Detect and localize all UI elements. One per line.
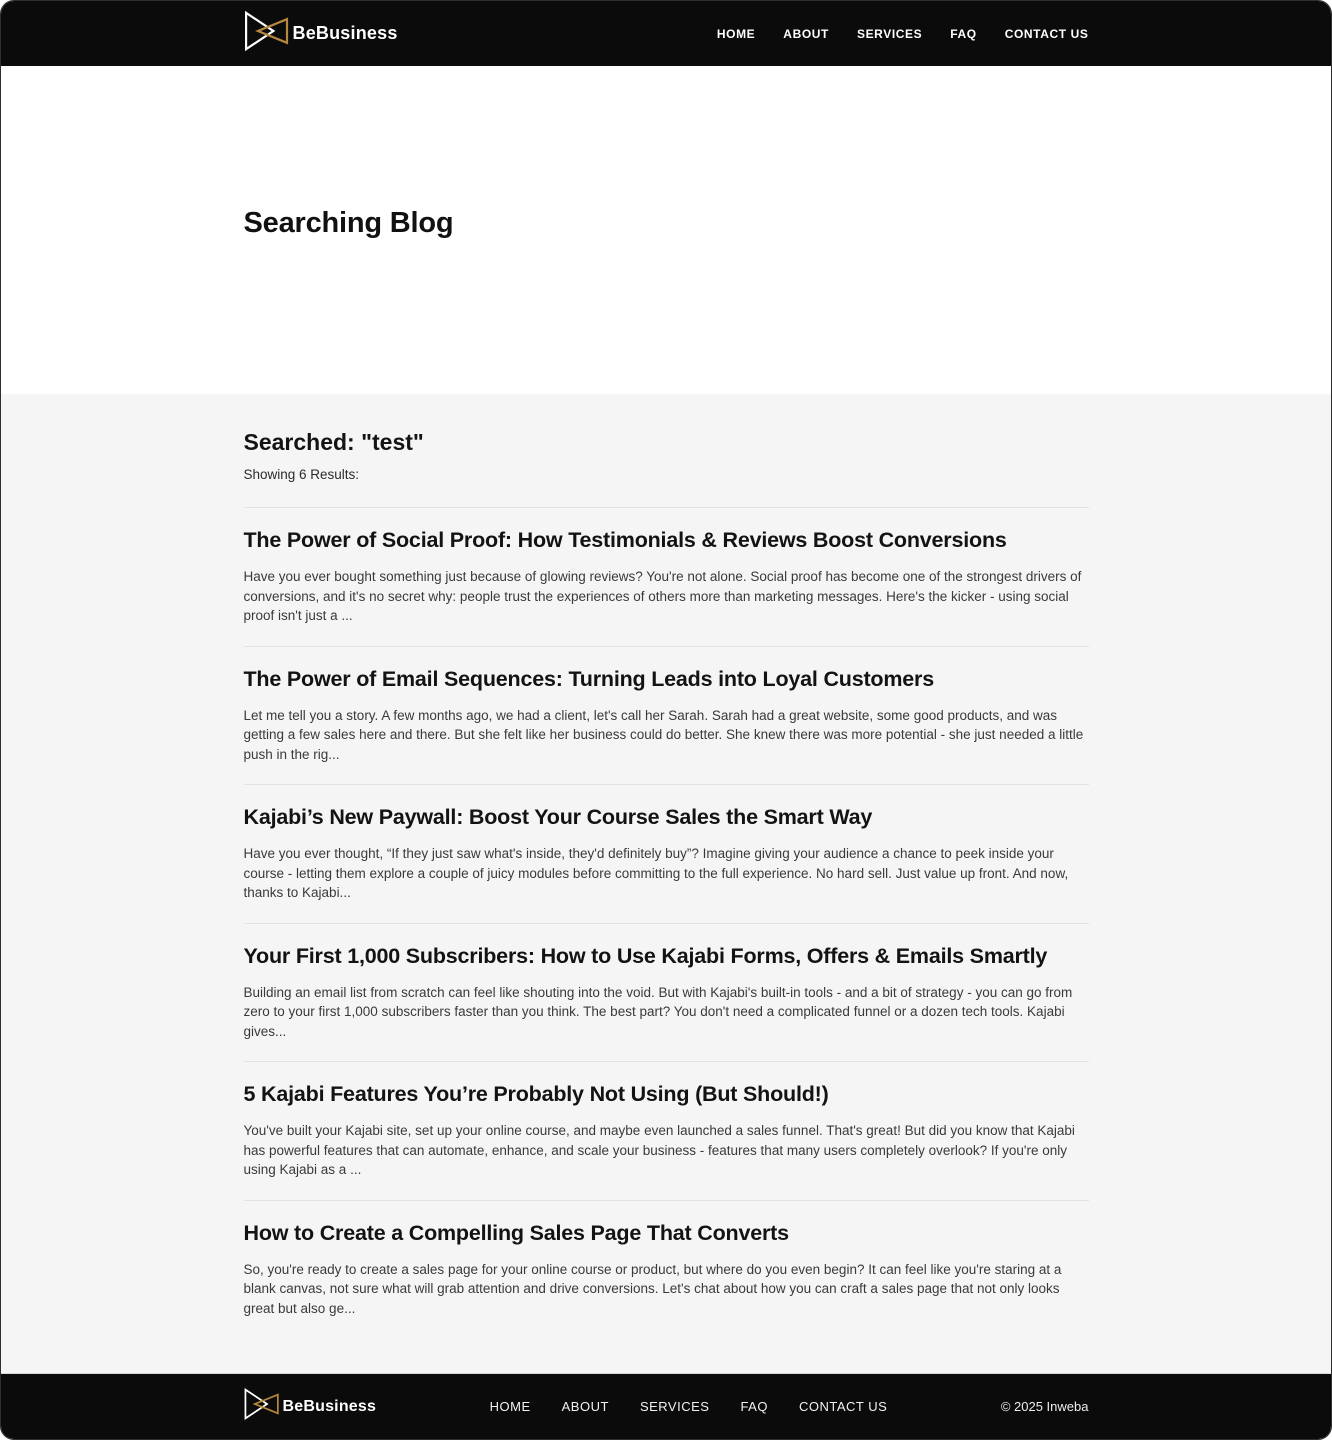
results-list (244, 507, 1089, 1338)
post-item (244, 923, 1089, 1062)
results-count: Showing 6 Results: (243, 467, 360, 482)
copyright-text: © 2025 Inweba (1000, 1399, 1089, 1414)
post-title-link[interactable]: 5 Kajabi Features You’re Probably Not Using (But Should!) (243, 1082, 829, 1106)
post-excerpt: So, you're ready to create a sales page for your online course or product, but where do you even begin? It can feel like you're staring at a blank canvas, not sure what will grab attention and drive conversions. Let's chat about how you can craft a sales page that not only looks great but also ge... (243, 1261, 1062, 1316)
header-nav (717, 27, 1089, 41)
search-query-heading: Searched: "test" (243, 429, 424, 455)
site-header (1, 1, 1331, 66)
brand-name: BeBusiness (292, 23, 398, 43)
bowtie-logo-icon (244, 1388, 280, 1425)
post-title-link[interactable]: How to Create a Compelling Sales Page That Converts (243, 1220, 789, 1245)
header-nav-link[interactable]: FAQ (950, 26, 977, 41)
footer-nav-link[interactable]: ABOUT (561, 1399, 609, 1414)
footer-nav-link[interactable]: HOME (489, 1399, 531, 1414)
post-title-link[interactable]: The Power of Social Proof: How Testimonials & Reviews Boost Conversions (243, 528, 1007, 552)
footer-nav-link[interactable]: SERVICES (639, 1399, 710, 1414)
header-nav-link[interactable]: ABOUT (783, 26, 829, 41)
post-excerpt: Have you ever thought, “If they just saw what's inside, they'd definitely buy”? Imagine giving your audience a chance to peek inside your course - letting them explore a couple of juicy modules before committing to the full experience. No hard sell. Just value up front. And now, thanks to Kajabi... (243, 846, 1069, 900)
post-item (244, 784, 1089, 923)
footer-brand-logo[interactable] (244, 1388, 377, 1425)
post-item (244, 1200, 1089, 1339)
post-excerpt: Building an email list from scratch can feel like shouting into the void. But with Kajabi's built-in tools - and a bit of strategy - you can go from zero to your first 1,000 subscribers faster than you think. The best part? You don't need a complicated funnel or a dozen tech tools. Kajabi gives... (243, 984, 1073, 1039)
post-title-link[interactable]: The Power of Email Sequences: Turning Leads into Loyal Customers (243, 666, 934, 691)
footer-nav (490, 1399, 888, 1414)
post-excerpt: Have you ever bought something just because of glowing reviews? You're not alone. Social proof has become one of the strongest drivers of conversions, and it's no secret why: people trust the experiences of others more than marketing messages. Here's the kicker - using social proof isn't just a ... (243, 569, 1082, 623)
post-title-link[interactable]: Your First 1,000 Subscribers: How to Use Kajabi Forms, Offers & Emails Smartly (243, 943, 1048, 968)
footer-brand-name: BeBusiness (282, 1397, 377, 1415)
header-nav-link[interactable]: SERVICES (856, 26, 923, 41)
results-section (1, 394, 1331, 1373)
post-item (244, 646, 1089, 785)
post-excerpt: Let me tell you a story. A few months ago, we had a client, let's call her Sarah. Sarah had a great website, some good products, and was getting a few sales here and there. But she felt like her business could do better. She knew there was more potential - she just needed a little push in the rig... (243, 707, 1084, 762)
header-nav-link[interactable]: CONTACT US (1004, 26, 1089, 41)
header-nav-link[interactable]: HOME (716, 26, 756, 41)
page-title: Searching Blog (243, 207, 454, 239)
footer-nav-link[interactable]: FAQ (740, 1399, 768, 1414)
site-footer (1, 1373, 1331, 1439)
post-title-link[interactable]: Kajabi’s New Paywall: Boost Your Course Sales the Smart Way (243, 805, 873, 829)
post-item (244, 507, 1089, 646)
post-item (244, 1061, 1089, 1200)
post-excerpt: You've built your Kajabi site, set up your online course, and maybe even launched a sales funnel. That's great! But did you know that Kajabi has powerful features that can automate, enhance, and scale your business - features that many users completely overlook? If you're only using Kajabi as a ... (243, 1123, 1075, 1177)
bowtie-logo-icon (244, 11, 290, 56)
footer-nav-link[interactable]: CONTACT US (798, 1399, 888, 1414)
hero-section (1, 66, 1331, 394)
brand-logo[interactable] (244, 11, 398, 56)
